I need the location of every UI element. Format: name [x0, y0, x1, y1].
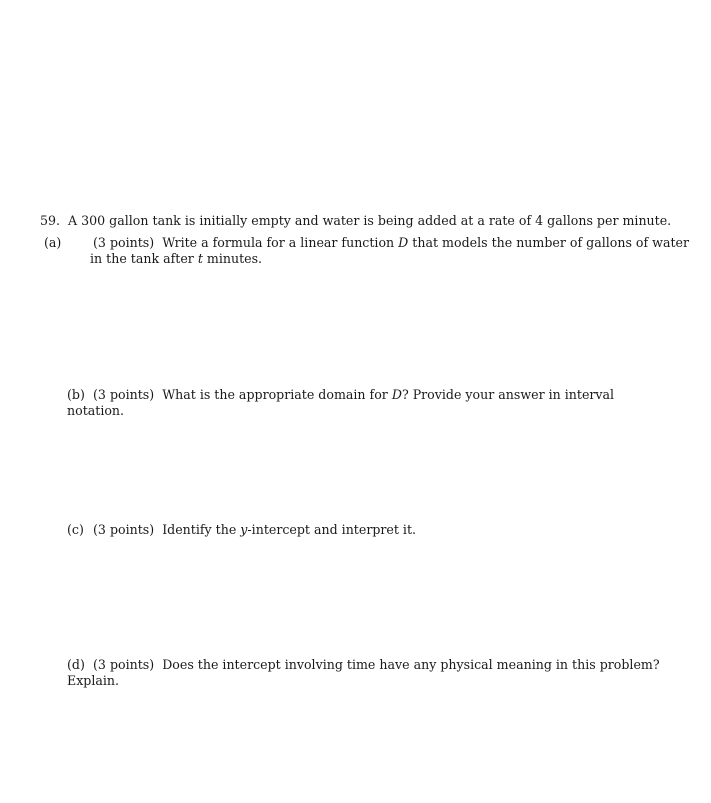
part-b-points: (3 points): [93, 387, 155, 402]
part-a-text-3: minutes.: [206, 251, 263, 266]
problem-text: A 300 gallon tank is initially empty and water is being added at a rate of 4 gallons per minute.: [68, 213, 672, 228]
part-a-label: (a): [44, 235, 62, 250]
part-a-text-2: that models the number of gallons of water in the tank after: [90, 235, 690, 266]
part-c: [67, 522, 667, 538]
part-c-label: (c): [67, 522, 84, 537]
part-d-label: (d): [67, 657, 85, 672]
part-d: [67, 657, 667, 689]
part-c-var-y: y: [240, 522, 248, 537]
part-c-text-1: Identify the: [162, 522, 237, 537]
part-c-text-2: -intercept and interpret it.: [247, 522, 417, 537]
part-d-text: Does the intercept involving time have any physical meaning in this problem? Explain.: [67, 657, 660, 688]
part-a-text-1: Write a formula for a linear function: [162, 235, 395, 250]
part-b-var-d: D: [391, 387, 402, 402]
part-a-var-t: t: [197, 251, 203, 266]
part-b: [67, 387, 667, 419]
part-a-var-d: D: [398, 235, 409, 250]
part-d-points: (3 points): [93, 657, 155, 672]
part-c-points: (3 points): [93, 522, 155, 537]
part-b-label: (b): [67, 387, 85, 402]
part-a-points: (3 points): [93, 235, 155, 250]
part-b-text-1: What is the appropriate domain for: [162, 387, 388, 402]
problem-number: 59.: [40, 213, 61, 228]
part-a: [44, 235, 690, 267]
part-b-text-2: ? Provide your answer in interval notation.: [67, 387, 615, 418]
problem-statement: [40, 213, 680, 229]
